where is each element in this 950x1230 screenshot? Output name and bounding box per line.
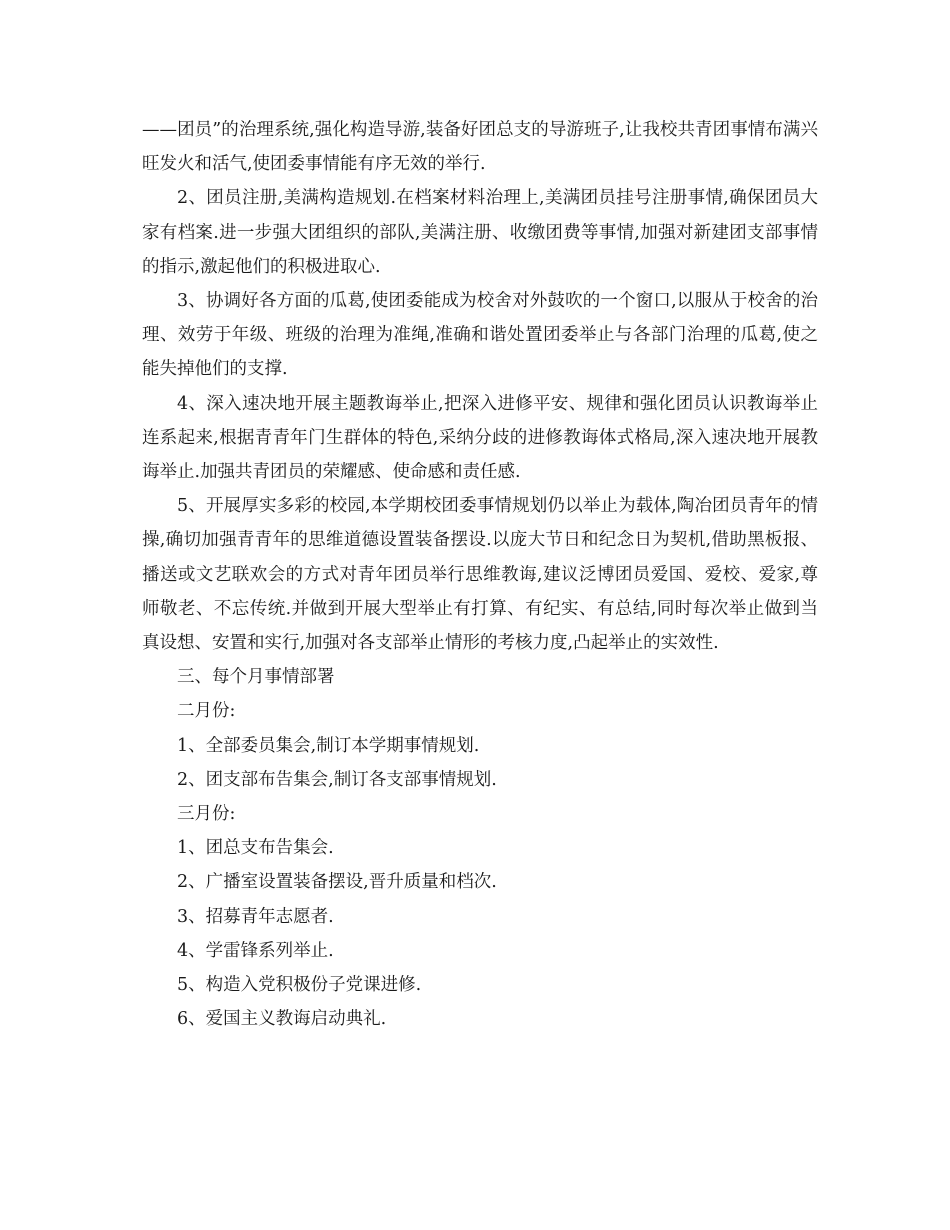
list-item: 2、广播室设置装备摆设,晋升质量和档次. bbox=[177, 872, 497, 893]
list-item: 2、团支部布告集会,制订各支部事情规划. bbox=[177, 769, 497, 790]
paragraph-item-3: 3、协调好各方面的瓜葛,使团委能成为校舍对外鼓吹的一个窗口,以服从于校舍的治理、效劳于年级、班级的治理为准绳,准确和谐处置团委举止与各部门治理的瓜葛,使之能失掉他们的支撑. bbox=[142, 291, 818, 380]
section-heading: 三、每个月事情部署 bbox=[177, 667, 335, 688]
list-item: 1、团总支布告集会. bbox=[177, 838, 334, 859]
document-body bbox=[142, 113, 818, 1036]
list-item: 3、招募青年志愿者. bbox=[177, 906, 334, 927]
list-item: 4、学雷锋系列举止. bbox=[177, 940, 334, 961]
paragraph-item-5: 5、开展厚实多彩的校园,本学期校团委事情规划仍以举止为载体,陶冶团员青年的情操,确切加强青青年的思维道德设置装备摆设.以庞大节日和纪念日为契机,借助黑板报、播送或文艺联欢会的方式对青年团员举行思维教诲,建议泛博团员爱国、爱校、爱家,尊师敬老、不忘传统.并做到开展大型举止有打算、有纪实、有总结,同时每次举止做到当真设想、安置和实行,加强对各支部举止情形的考核力度,凸起举止的实效性. bbox=[142, 496, 818, 654]
list-item: 1、全部委员集会,制订本学期事情规划. bbox=[177, 735, 480, 756]
paragraph-intro-continuation: ——团员”的治理系统,强化构造导游,装备好团总支的导游班子,让我校共青团事情布满兴旺发火和活气,使团委事情能有序无效的举行. bbox=[142, 120, 818, 175]
paragraph-item-4: 4、深入速决地开展主题教诲举止,把深入进修平安、规律和强化团员认识教诲举止连系起来,根据青青年门生群体的特色,采纳分歧的进修教诲体式格局,深入速决地开展教诲举止.加强共青团员的荣耀感、使命感和责任感. bbox=[142, 393, 818, 483]
month-heading-february: 二月份: bbox=[177, 701, 236, 722]
list-item: 6、爱国主义教诲启动典礼. bbox=[177, 1009, 387, 1030]
paragraph-item-2: 2、团员注册,美满构造规划.在档案材料治理上,美满团员挂号注册事情,确保团员大家有档案.进一步强大团组织的部队,美满注册、收缴团费等事情,加强对新建团支部事情的指示,激起他们的积极进取心. bbox=[142, 188, 818, 277]
list-item: 5、构造入党积极份子党课进修. bbox=[177, 975, 422, 996]
month-heading-march: 三月份: bbox=[177, 804, 236, 825]
